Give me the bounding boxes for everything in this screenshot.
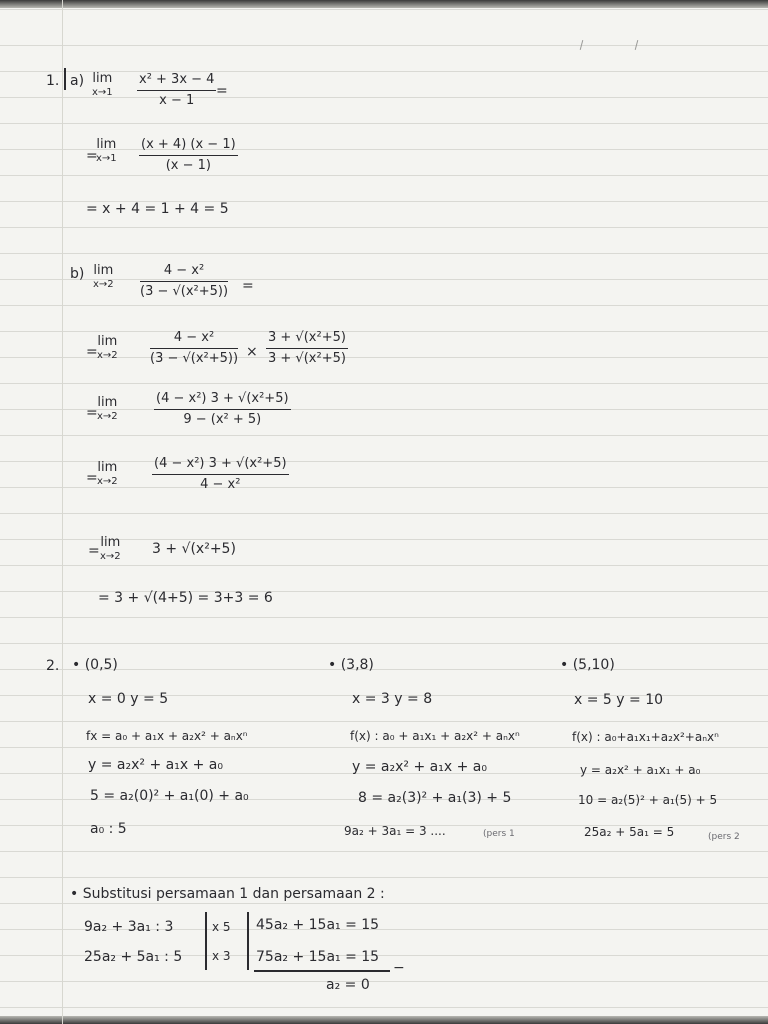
equals: = xyxy=(86,470,98,486)
top-shadow xyxy=(0,0,768,8)
lim-word: lim xyxy=(97,334,118,349)
col1-substitution: 5 = a₂(0)² + a₁(0) + a₀ xyxy=(90,788,249,804)
denominator: (3 − √(x²+5)) xyxy=(140,284,229,299)
part-b-limit-2 xyxy=(97,335,118,363)
col3-y: y = a₂x² + a₁x₁ + a₀ xyxy=(580,763,701,777)
equals: = xyxy=(242,278,254,294)
denominator: 4 − x² xyxy=(200,477,241,492)
sub-result-1: 45a₂ + 15a₁ = 15 xyxy=(256,917,380,933)
lim-subscript: x→2 xyxy=(93,279,114,290)
part-b-fraction-3 xyxy=(154,391,291,428)
col3-note: (pers 2 xyxy=(708,832,740,842)
col1-xy: x = 0 y = 5 xyxy=(88,691,169,707)
numerator: 4 − x² xyxy=(150,330,238,349)
lim-word: lim xyxy=(100,535,121,550)
numerator: 3 + √(x²+5) xyxy=(266,330,348,349)
col2-result: 9a₂ + 3a₁ = 3 .... xyxy=(344,824,446,838)
denominator: 9 − (x² + 5) xyxy=(183,412,262,427)
numerator: (4 − x²) 3 + √(x²+5) xyxy=(152,456,289,475)
sub-eq-1: 9a₂ + 3a₁ : 3 xyxy=(84,919,174,935)
part-a-fraction-2 xyxy=(139,137,238,174)
multiplier-2: x 3 xyxy=(212,949,231,963)
date-tick-2 xyxy=(635,40,639,50)
part-b-line-5: 3 + √(x²+5) xyxy=(152,541,236,557)
final-result: a₂ = 0 xyxy=(326,977,370,993)
part-a-result: = x + 4 = 1 + 4 = 5 xyxy=(86,201,229,217)
equals: = xyxy=(88,543,100,559)
part-b-limit-5 xyxy=(100,536,121,564)
col2-substitution: 8 = a₂(3)² + a₁(3) + 5 xyxy=(358,790,512,806)
part-b-limit xyxy=(93,264,114,292)
denominator: (x − 1) xyxy=(165,158,211,173)
part-a-label: a) xyxy=(70,73,85,89)
lim-subscript: x→2 xyxy=(97,350,118,361)
minus-sign: − xyxy=(393,960,405,976)
col3-substitution: 10 = a₂(5)² + a₁(5) + 5 xyxy=(578,793,718,807)
col2-y: y = a₂x² + a₁x + a₀ xyxy=(352,759,487,775)
point-2: • (3,8) xyxy=(328,657,374,673)
part-b-label: b) xyxy=(70,266,85,282)
bottom-shadow xyxy=(0,1016,768,1024)
equals: = xyxy=(86,405,98,421)
lim-word: lim xyxy=(97,460,118,475)
lim-subscript: x→2 xyxy=(97,476,118,487)
part-a-limit xyxy=(92,72,113,100)
subtraction-line xyxy=(254,970,390,972)
lim-word: lim xyxy=(97,395,118,410)
numerator: x² + 3x − 4 xyxy=(137,72,216,91)
numerator: 4 − x² xyxy=(140,263,228,282)
part-b-limit-3 xyxy=(97,396,118,424)
lim-word: lim xyxy=(92,71,113,86)
sub-eq-2: 25a₂ + 5a₁ : 5 xyxy=(84,949,183,965)
col2-fx: f(x) : a₀ + a₁x₁ + a₂x² + aₙxⁿ xyxy=(350,729,520,743)
col3-xy: x = 5 y = 10 xyxy=(574,692,664,708)
sub-result-2: 75a₂ + 15a₁ = 15 xyxy=(256,949,380,965)
col3-result: 25a₂ + 5a₁ = 5 xyxy=(584,825,675,839)
numerator: (x + 4) (x − 1) xyxy=(139,137,238,156)
times-sign: × xyxy=(246,344,258,360)
divider-left xyxy=(205,912,207,970)
margin-line xyxy=(62,0,63,1024)
lim-subscript: x→1 xyxy=(92,87,113,98)
denominator: (3 − √(x²+5)) xyxy=(150,351,239,366)
equals: = xyxy=(86,344,98,360)
multiplier-1: x 5 xyxy=(212,920,231,934)
point-1: • (0,5) xyxy=(72,657,118,673)
date-tick-1 xyxy=(580,40,584,50)
problem-2-number: 2. xyxy=(46,658,60,674)
divider-right xyxy=(247,912,249,970)
part-b-limit-4 xyxy=(97,461,118,489)
numerator: (4 − x²) 3 + √(x²+5) xyxy=(154,391,291,410)
equals: = xyxy=(86,148,98,164)
lim-word: lim xyxy=(93,263,114,278)
part-a-limit-2 xyxy=(96,138,117,166)
denominator: 3 + √(x²+5) xyxy=(268,351,346,366)
col1-result: a₀ : 5 xyxy=(90,821,127,837)
col1-y: y = a₂x² + a₁x + a₀ xyxy=(88,757,223,773)
part-b-result: = 3 + √(4+5) = 3+3 = 6 xyxy=(98,590,273,606)
part-b-conjugate-fraction xyxy=(266,330,348,367)
part-b-fraction-2 xyxy=(150,330,238,367)
equals: = xyxy=(216,83,228,99)
part-b-fraction-1 xyxy=(140,263,228,300)
lim-word: lim xyxy=(96,137,117,152)
problem-1-bracket xyxy=(64,68,66,90)
lim-subscript: x→1 xyxy=(96,153,117,164)
col1-fx: fx = a₀ + a₁x + a₂x² + aₙxⁿ xyxy=(86,729,248,743)
col3-fx: f(x) : a₀+a₁x₁+a₂x²+aₙxⁿ xyxy=(572,730,719,744)
substitution-heading: • Substitusi persamaan 1 dan persamaan 2 : xyxy=(70,886,385,902)
problem-1-number: 1. xyxy=(46,73,60,89)
lim-subscript: x→2 xyxy=(97,411,118,422)
col2-note: (pers 1 xyxy=(483,829,515,839)
denominator: x − 1 xyxy=(159,93,195,108)
part-b-fraction-4 xyxy=(152,456,289,493)
col2-xy: x = 3 y = 8 xyxy=(352,691,433,707)
lim-subscript: x→2 xyxy=(100,551,121,562)
part-a-fraction-1 xyxy=(137,72,216,109)
point-3: • (5,10) xyxy=(560,657,615,673)
